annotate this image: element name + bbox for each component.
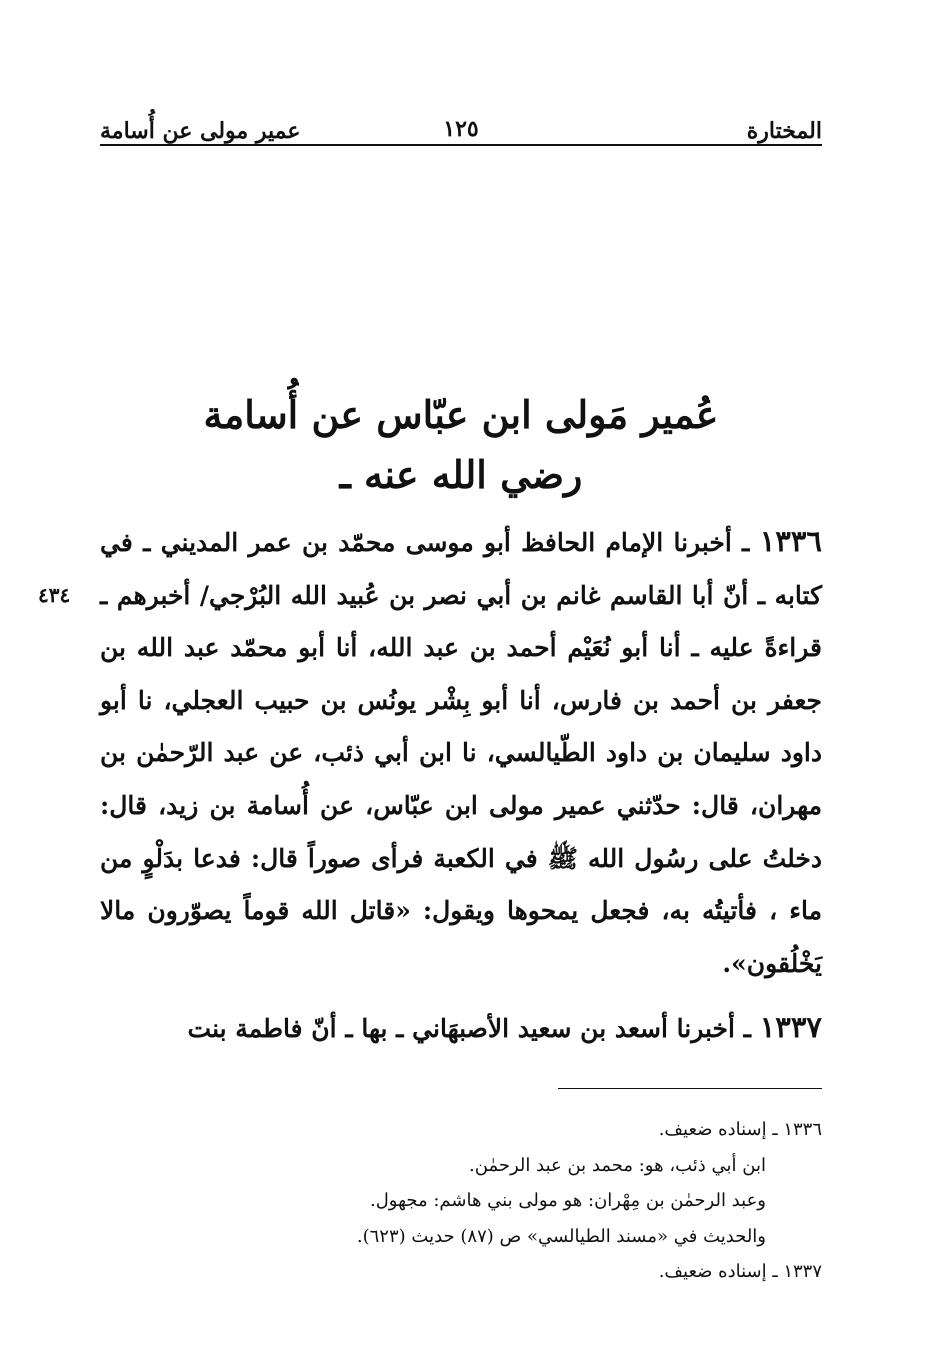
footnote-heading: ١٣٣٧ ـ إسناده ضعيف. <box>658 1261 822 1283</box>
header-book-title: المختارة <box>746 118 822 144</box>
hadith-paragraph <box>100 515 822 990</box>
footnote-heading: ١٣٣٦ ـ إسناده ضعيف. <box>658 1119 822 1140</box>
running-header <box>100 112 822 148</box>
header-divider <box>100 144 822 146</box>
hadith-number: ١٣٣٧ <box>759 1010 822 1045</box>
footnote-line: والحديث في «مسند الطيالسي» ص (٨٧) حديث (٦٢٣). <box>356 1225 766 1247</box>
header-section-title: عمير مولى عن أُسامة <box>100 118 301 144</box>
hadith-text: ـ أخبرنا الإمام الحافظ أبو موسى محمّد بن عمر المديني ـ في كتابه ـ أنّ أبا القاسم غانم بن أبي نصر بن عُبيد الله البُرْجي/ أخبرهم ـ قراءةً عليه ـ أنا أبو نُعَيْم أحمد بن عبد الله، أنا أبو محمّد عبد الله بن جعفر بن أحمد بن فارس، أنا أبو بِشْر يونُس بن حبيب العجلي، نا أبو داود سليمان بن داود الطّيالسي، نا ابن أبي ذئب، عن عبد الرّحمٰن بن مهران، قال: حدّثني عمير مولى ابن عبّاس، عن أُسامة بن زيد، قال: دخلتُ على رسُول الله ﷺ في الكعبة فرأى صوراً قال: فدعا بدَلْوٍ من ماء ، فأتيتُه به، فجعل يمحوها ويقول: «قاتل الله قوماً يصوّرون مالا يَخْلُقون». <box>100 528 822 978</box>
chapter-title-line-1: عُمير مَولى ابن عبّاس عن أُسامة <box>203 392 719 437</box>
hadith-paragraph <box>100 1001 822 1056</box>
header-page-number: ١٢٥ <box>443 116 479 142</box>
footnote-line: ابن أبي ذئب، هو: محمد بن عبد الرحمٰن. <box>469 1154 766 1176</box>
main-text <box>100 515 822 1056</box>
footnote-divider <box>558 1088 822 1089</box>
chapter-title <box>100 385 822 505</box>
chapter-title-line-2: رضي الله عنه ـ <box>339 452 583 497</box>
hadith-text: ـ أخبرنا أسعد بن سعيد الأصبهَاني ـ بها ـ أنّ فاطمة بنت <box>187 1014 760 1044</box>
footnotes <box>100 1112 822 1290</box>
hadith-number: ١٣٣٦ <box>759 524 822 558</box>
footnote-line: وعبد الرحمٰن بن مِهْران: هو مولى بني هاشم: مجهول. <box>369 1190 766 1212</box>
margin-page-marker: ٤٣٤ <box>38 583 71 607</box>
